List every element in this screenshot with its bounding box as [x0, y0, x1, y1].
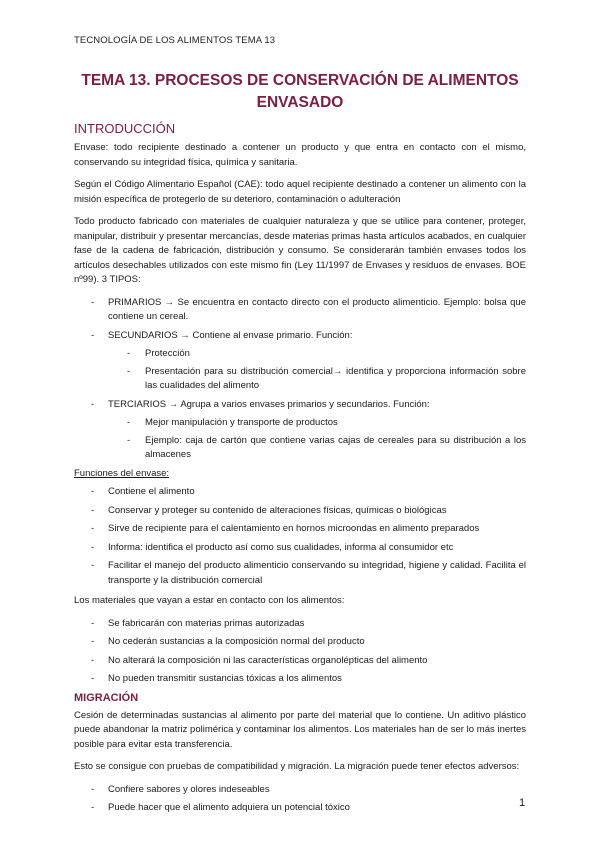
list-item: - SECUNDARIOS → Contiene al envase primario. Función: - Protección - Presentación para su distribución comercial→ identifica y proporciona información sobre las cualidades del alimento: [74, 329, 526, 394]
list-item: - No pueden transmitir sustancias tóxicas a los alimentos: [74, 672, 526, 687]
title-line-1: TEMA 13. PROCESOS DE CONSERVACIÓN DE ALIMENTOS: [81, 72, 519, 89]
list-item: - Sirve de recipiente para el calentamiento en hornos microondas en alimento preparados: [74, 522, 526, 537]
paragraph: Según el Código Alimentario Español (CAE): todo aquel recipiente destinado a contener un alimento con la misión específica de protegerlo de su deterioro, contaminación o adulteración: [74, 179, 526, 205]
paragraph: Todo producto fabricado con materiales de cualquier naturaleza y que se utilice para contener, proteger, manipular, distribuir y presentar mercancías, desde materias primas hasta artículos acabados, en cualquier fase de la cadena de fabricación, distribución y consumo. Se considerarán también envases todos los artículos desechables utilizados con este mismo fin (Ley 11/1997 de Envases y residuos de envases. BOE nº99). 3 TIPOS:: [74, 216, 526, 285]
document-body: [74, 120, 526, 820]
running-header: TECNOLOGÍA DE LOS ALIMENTOS TEMA 13: [74, 35, 276, 46]
sub-list: [108, 416, 526, 463]
materiales-list: [74, 617, 526, 687]
paragraph: Los materiales que vayan a estar en contacto con los alimentos:: [74, 595, 345, 606]
paragraph: Cesión de determinadas sustancias al alimento por parte del material que lo contiene. Un aditivo plástico puede abandonar la matriz polimérica y contaminar los alimentos. Los materiales han de ser lo más inertes posible para evitar esta transferencia.: [74, 709, 526, 750]
funciones-label: Funciones del envase:: [74, 467, 170, 479]
list-item: - Informa: identifica el producto así como sus cualidades, informa al consumidor etc: [74, 541, 526, 556]
list-item: - No cederán sustancias a la composición normal del producto: [74, 635, 526, 650]
list-item: - Contiene el alimento: [74, 485, 526, 500]
list-item: - Protección: [108, 347, 526, 362]
list-item: - Confiere sabores y olores indeseables: [74, 783, 526, 798]
list-item: - Conservar y proteger su contenido de alteraciones físicas, químicas o biológicas: [74, 504, 526, 519]
list-item: - Puede hacer que el alimento adquiera un potencial tóxico: [74, 801, 526, 816]
paragraph: Esto se consigue con pruebas de compatibilidad y migración. La migración puede tener efectos adversos:: [74, 761, 520, 772]
page-title: [74, 70, 526, 114]
title-line-2: ENVASADO: [256, 94, 344, 111]
list-item: - Facilitar el manejo del producto alimenticio conservando su integridad, higiene y calidad. Facilita el transporte y la distribución comercial: [74, 559, 526, 588]
migracion-list: [74, 783, 526, 816]
list-item: - TERCIARIOS → Agrupa a varios envases primarios y secundarios. Función: - Mejor manipulación y transporte de productos - Ejemplo: caja de cartón que contiene varias cajas de cereales para su distribución a los almacenes: [74, 398, 526, 463]
list-item: - PRIMARIOS → Se encuentra en contacto directo con el producto alimenticio. Ejemplo: bolsa que contiene un cereal.: [74, 296, 526, 325]
paragraph: Envase: todo recipiente destinado a contener un producto y que entra en contacto con el mismo, conservando su integridad física, química y sanitaria.: [74, 142, 526, 168]
page-number: 1: [519, 797, 526, 809]
intro-heading: INTRODUCCIÓN: [74, 121, 176, 136]
list-item: - Ejemplo: caja de cartón que contiene varias cajas de cereales para su distribución a los almacenes: [108, 434, 526, 463]
migracion-heading: MIGRACIÓN: [74, 691, 139, 704]
funciones-list: [74, 485, 526, 588]
envase-types-list: [74, 296, 526, 463]
list-item: - Presentación para su distribución comercial→ identifica y proporciona información sobre las cualidades del alimento: [108, 365, 526, 394]
sub-list: [108, 347, 526, 394]
list-item: - Se fabricarán con materias primas autorizadas: [74, 617, 526, 632]
list-item: - No alterará la composición ni las características organolépticas del alimento: [74, 654, 526, 669]
list-item: - Mejor manipulación y transporte de productos: [108, 416, 526, 431]
